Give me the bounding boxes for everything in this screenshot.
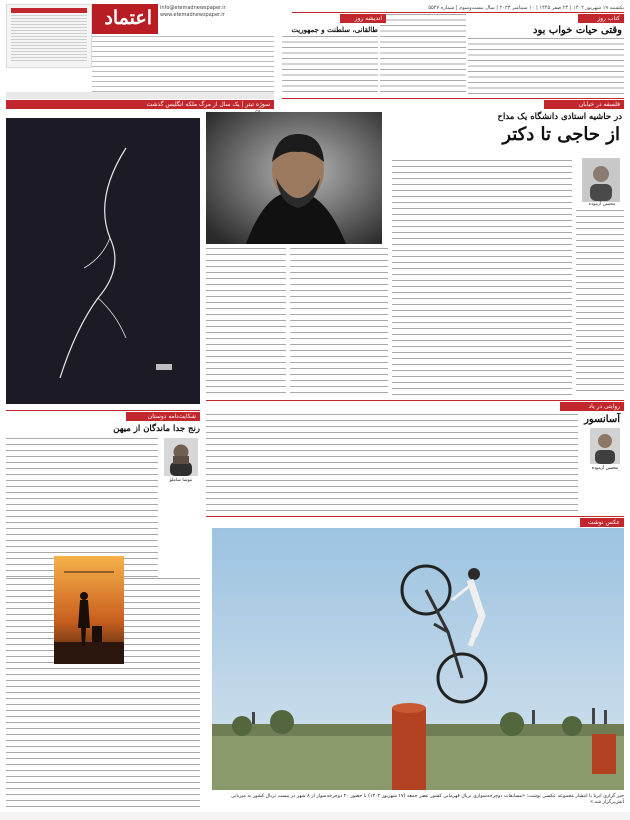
politics-body xyxy=(282,36,378,94)
front-page-thumbnail xyxy=(6,4,92,68)
author-name: محسن آزموده xyxy=(588,202,616,207)
main-kicker: در حاشیه استادی دانشگاه یک مداح xyxy=(497,112,622,122)
section-philosophy: فلسفه در خیابان xyxy=(544,100,624,109)
author-photo xyxy=(582,158,620,202)
reflection-author-photo xyxy=(164,438,198,476)
website-email[interactable]: info@etemadnewspaper.ir xyxy=(160,5,226,11)
ticker-strip[interactable]: سوژه تیتر | یک سال از مرگ ملکه انگلیس گذشت xyxy=(6,100,274,109)
logo: اعتماد xyxy=(104,7,152,29)
essay-author-photo xyxy=(590,428,620,464)
airport-photo xyxy=(54,556,124,664)
essay-title: آسانسور xyxy=(584,414,620,425)
bmx-photo xyxy=(212,528,624,790)
section-reflection: شکایت‌نامه دوستان xyxy=(126,412,200,421)
info-bar xyxy=(6,92,274,99)
art-panel xyxy=(6,118,200,404)
reflection-author-name: نیوشا شاملو xyxy=(169,478,193,483)
masthead-logo-block xyxy=(92,4,158,34)
book-title: وقتی حیات خواب بود xyxy=(532,25,622,36)
main-title: از حاجی تا دکتر xyxy=(502,124,620,145)
book-body xyxy=(468,38,624,94)
main-body-col3 xyxy=(290,248,388,396)
politics-title: طالقانی، سلطنت و جمهوریت xyxy=(291,25,378,34)
footer-bar xyxy=(0,812,630,820)
portrait-photo xyxy=(206,112,382,244)
essay-body xyxy=(206,414,578,514)
section-book: کتاب روز xyxy=(578,14,624,23)
reflection-title: رنج جدا ماندگان از میهن xyxy=(113,424,200,434)
section-politics: اندیشه روز xyxy=(340,14,386,23)
main-body-col1 xyxy=(392,160,572,396)
section-history: روایتی در یاد xyxy=(560,402,624,411)
essay-author-name: محسن آزموده xyxy=(591,466,619,471)
masthead-credits xyxy=(92,36,274,92)
photo-caption: خبر گزاری ایرنا با انتشار مجموعه عکسی نوشت: «مسابقات دوچرخه‌سواری تریال قهرمانی کشور عصر جمعه (۱۷ شهریور ۱۴۰۲) با حضور ۲۰ دوچرخه‌سوار از ۸ شهر در پیست تریال کشور به میزبانی آتش‌برگزار شد.» xyxy=(231,794,624,806)
website-url[interactable]: www.etemadnewspaper.ir xyxy=(160,12,225,18)
dateline: یکشنبه ۱۹ شهریور ۱۴۰۲ | ۲۴ صفر ۱۴۴۵ | ۱۰ سپتامبر ۲۰۲۳ | سال بیست‌وسوم | شماره ۵۵۲۷ xyxy=(428,5,624,11)
main-body-col4 xyxy=(206,248,286,396)
main-body-col2 xyxy=(576,210,624,396)
book-body-col2 xyxy=(380,14,466,94)
section-photo: عکس نوشت xyxy=(580,518,624,527)
